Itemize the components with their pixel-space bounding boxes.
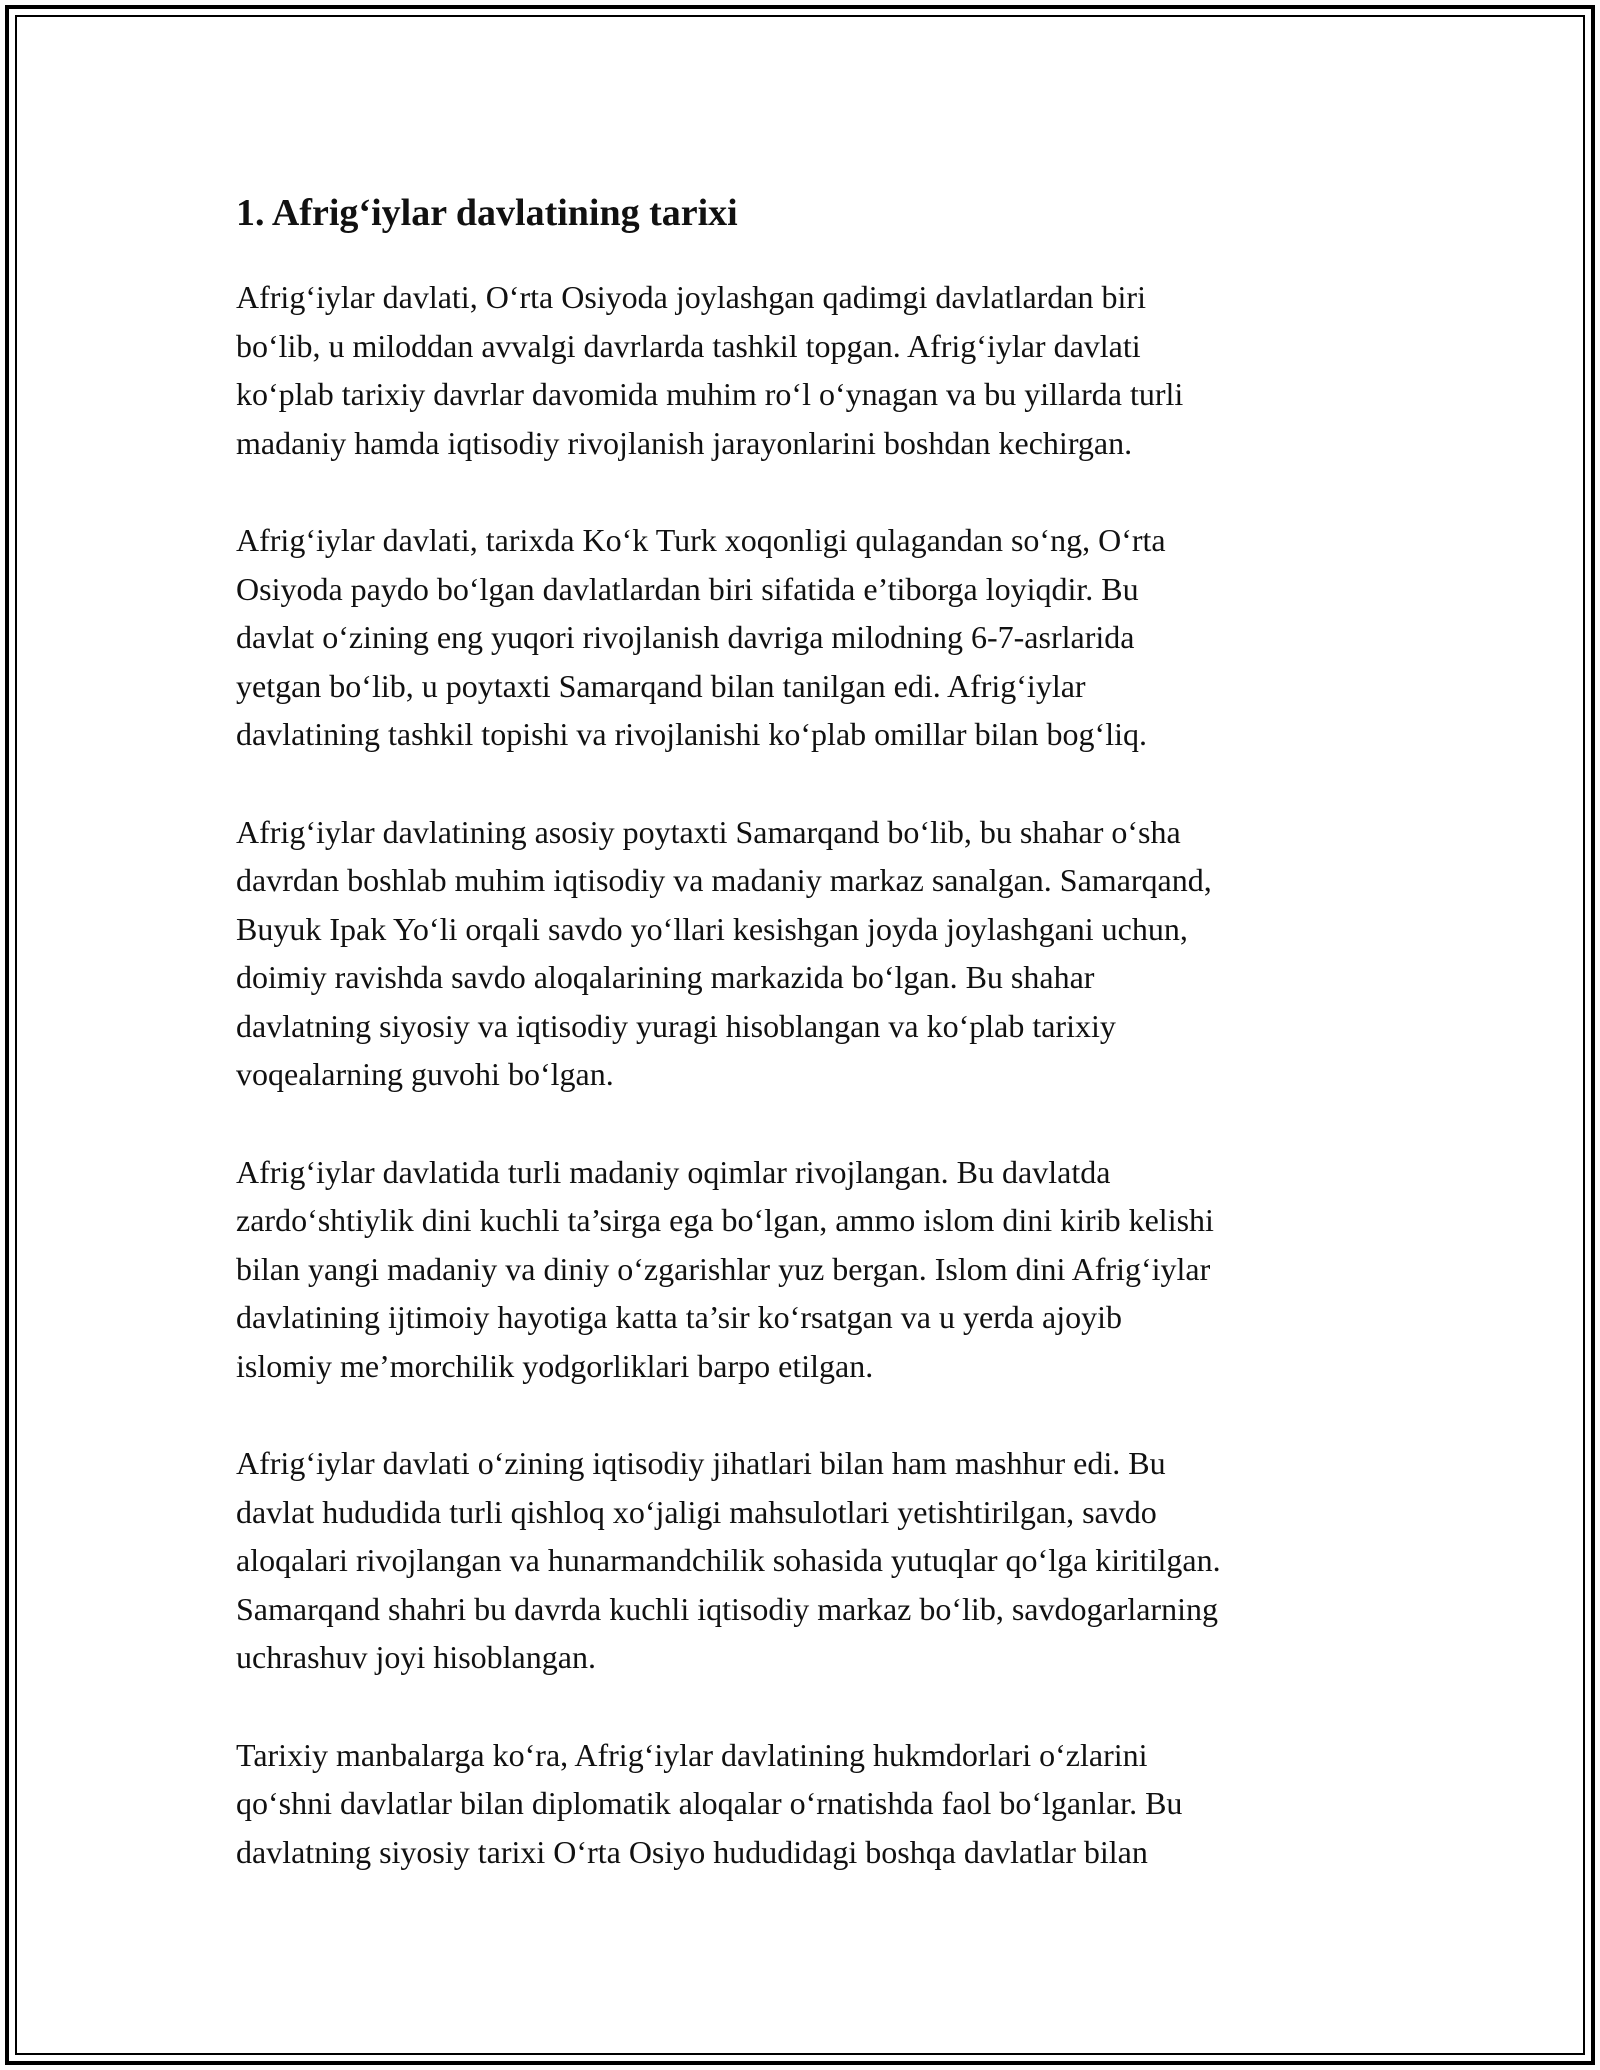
- paragraph-1: [236, 273, 1376, 467]
- text-line: doimiy ravishda savdo aloqalarining markazida bo‘lgan. Bu shahar: [236, 959, 1095, 995]
- text-line: islomiy me’morchilik yodgorliklari barpo etilgan.: [236, 1347, 874, 1384]
- paragraph-3: [236, 808, 1376, 1099]
- text-line: davlatining tashkil topishi va rivojlanishi ko‘plab omillar bilan bog‘liq.: [236, 716, 1147, 752]
- text-line: davlatning siyosiy tarixi O‘rta Osiyo hududidagi boshqa davlatlar bilan: [236, 1833, 1148, 1870]
- text-line: voqealarning guvohi bo‘lgan.: [236, 1056, 614, 1092]
- text-line: Afrig‘iylar davlati, O‘rta Osiyoda joylashgan qadimgi davlatlardan biri: [236, 279, 1146, 315]
- text-line: Samarqand shahri bu davrda kuchli iqtisodiy markaz bo‘lib, savdogarlarning: [236, 1590, 1218, 1627]
- text-line: Buyuk Ipak Yo‘li orqali savdo yo‘llari kesishgan joyda joylashgani uchun,: [236, 910, 1188, 947]
- text-line: yetgan bo‘lib, u poytaxti Samarqand bilan tanilgan edi. Afrig‘iylar: [236, 667, 1086, 704]
- text-line: uchrashuv joyi hisoblangan.: [236, 1639, 596, 1675]
- text-line: Tarixiy manbalarga ko‘ra, Afrig‘iylar davlatining hukmdorlari o‘zlarini: [236, 1736, 1148, 1773]
- text-line: davrdan boshlab muhim iqtisodiy va madaniy markaz sanalgan. Samarqand,: [236, 862, 1212, 898]
- text-line: Osiyoda paydo bo‘lgan davlatlardan biri sifatida e’tiborga loyiqdir. Bu: [236, 570, 1139, 607]
- text-line: davlat hududida turli qishloq xo‘jaligi mahsulotlari yetishtirilgan, savdo: [236, 1493, 1157, 1530]
- paragraph-5: [236, 1439, 1376, 1682]
- text-line: davlat o‘zining eng yuqori rivojlanish davriga milodning 6-7-asrlarida: [236, 619, 1135, 655]
- text-line: qo‘shni davlatlar bilan diplomatik aloqalar o‘rnatishda faol bo‘lganlar. Bu: [236, 1785, 1183, 1821]
- paragraph-4: [236, 1148, 1376, 1391]
- text-line: bilan yangi madaniy va diniy o‘zgarishlar yuz bergan. Islom dini Afrig‘iylar: [236, 1250, 1211, 1287]
- text-line: Afrig‘iylar davlati o‘zining iqtisodiy jihatlari bilan ham mashhur edi. Bu: [236, 1445, 1166, 1481]
- paragraph-2: [236, 516, 1376, 759]
- text-line: davlatning siyosiy va iqtisodiy yuragi hisoblangan va ko‘plab tarixiy: [236, 1007, 1116, 1044]
- text-line: zardo‘shtiylik dini kuchli ta’sirga ega bo‘lgan, ammo islom dini kirib kelishi: [236, 1202, 1214, 1238]
- paragraph-6: [236, 1731, 1376, 1877]
- text-line: Afrig‘iylar davlatining asosiy poytaxti Samarqand bo‘lib, bu shahar o‘sha: [236, 813, 1181, 850]
- text-line: ko‘plab tarixiy davrlar davomida muhim ro‘l o‘ynagan va bu yillarda turli: [236, 376, 1184, 412]
- text-line: davlatining ijtimoiy hayotiga katta ta’sir ko‘rsatgan va u yerda ajoyib: [236, 1299, 1122, 1335]
- document-body: [236, 185, 1376, 1925]
- text-line: aloqalari rivojlangan va hunarmandchilik sohasida yutuqlar qo‘lga kiritilgan.: [236, 1542, 1221, 1578]
- text-line: bo‘lib, u miloddan avvalgi davrlarda tashkil topgan. Afrig‘iylar davlati: [236, 327, 1141, 364]
- text-line: madaniy hamda iqtisodiy rivojlanish jarayonlarini boshdan kechirgan.: [236, 424, 1133, 461]
- text-line: Afrig‘iylar davlatida turli madaniy oqimlar rivojlangan. Bu davlatda: [236, 1153, 1111, 1190]
- section-heading: 1. Afrig‘iylar davlatining tarixi: [236, 192, 738, 234]
- text-line: Afrig‘iylar davlati, tarixda Ko‘k Turk xoqonligi qulagandan so‘ng, O‘rta: [236, 522, 1166, 558]
